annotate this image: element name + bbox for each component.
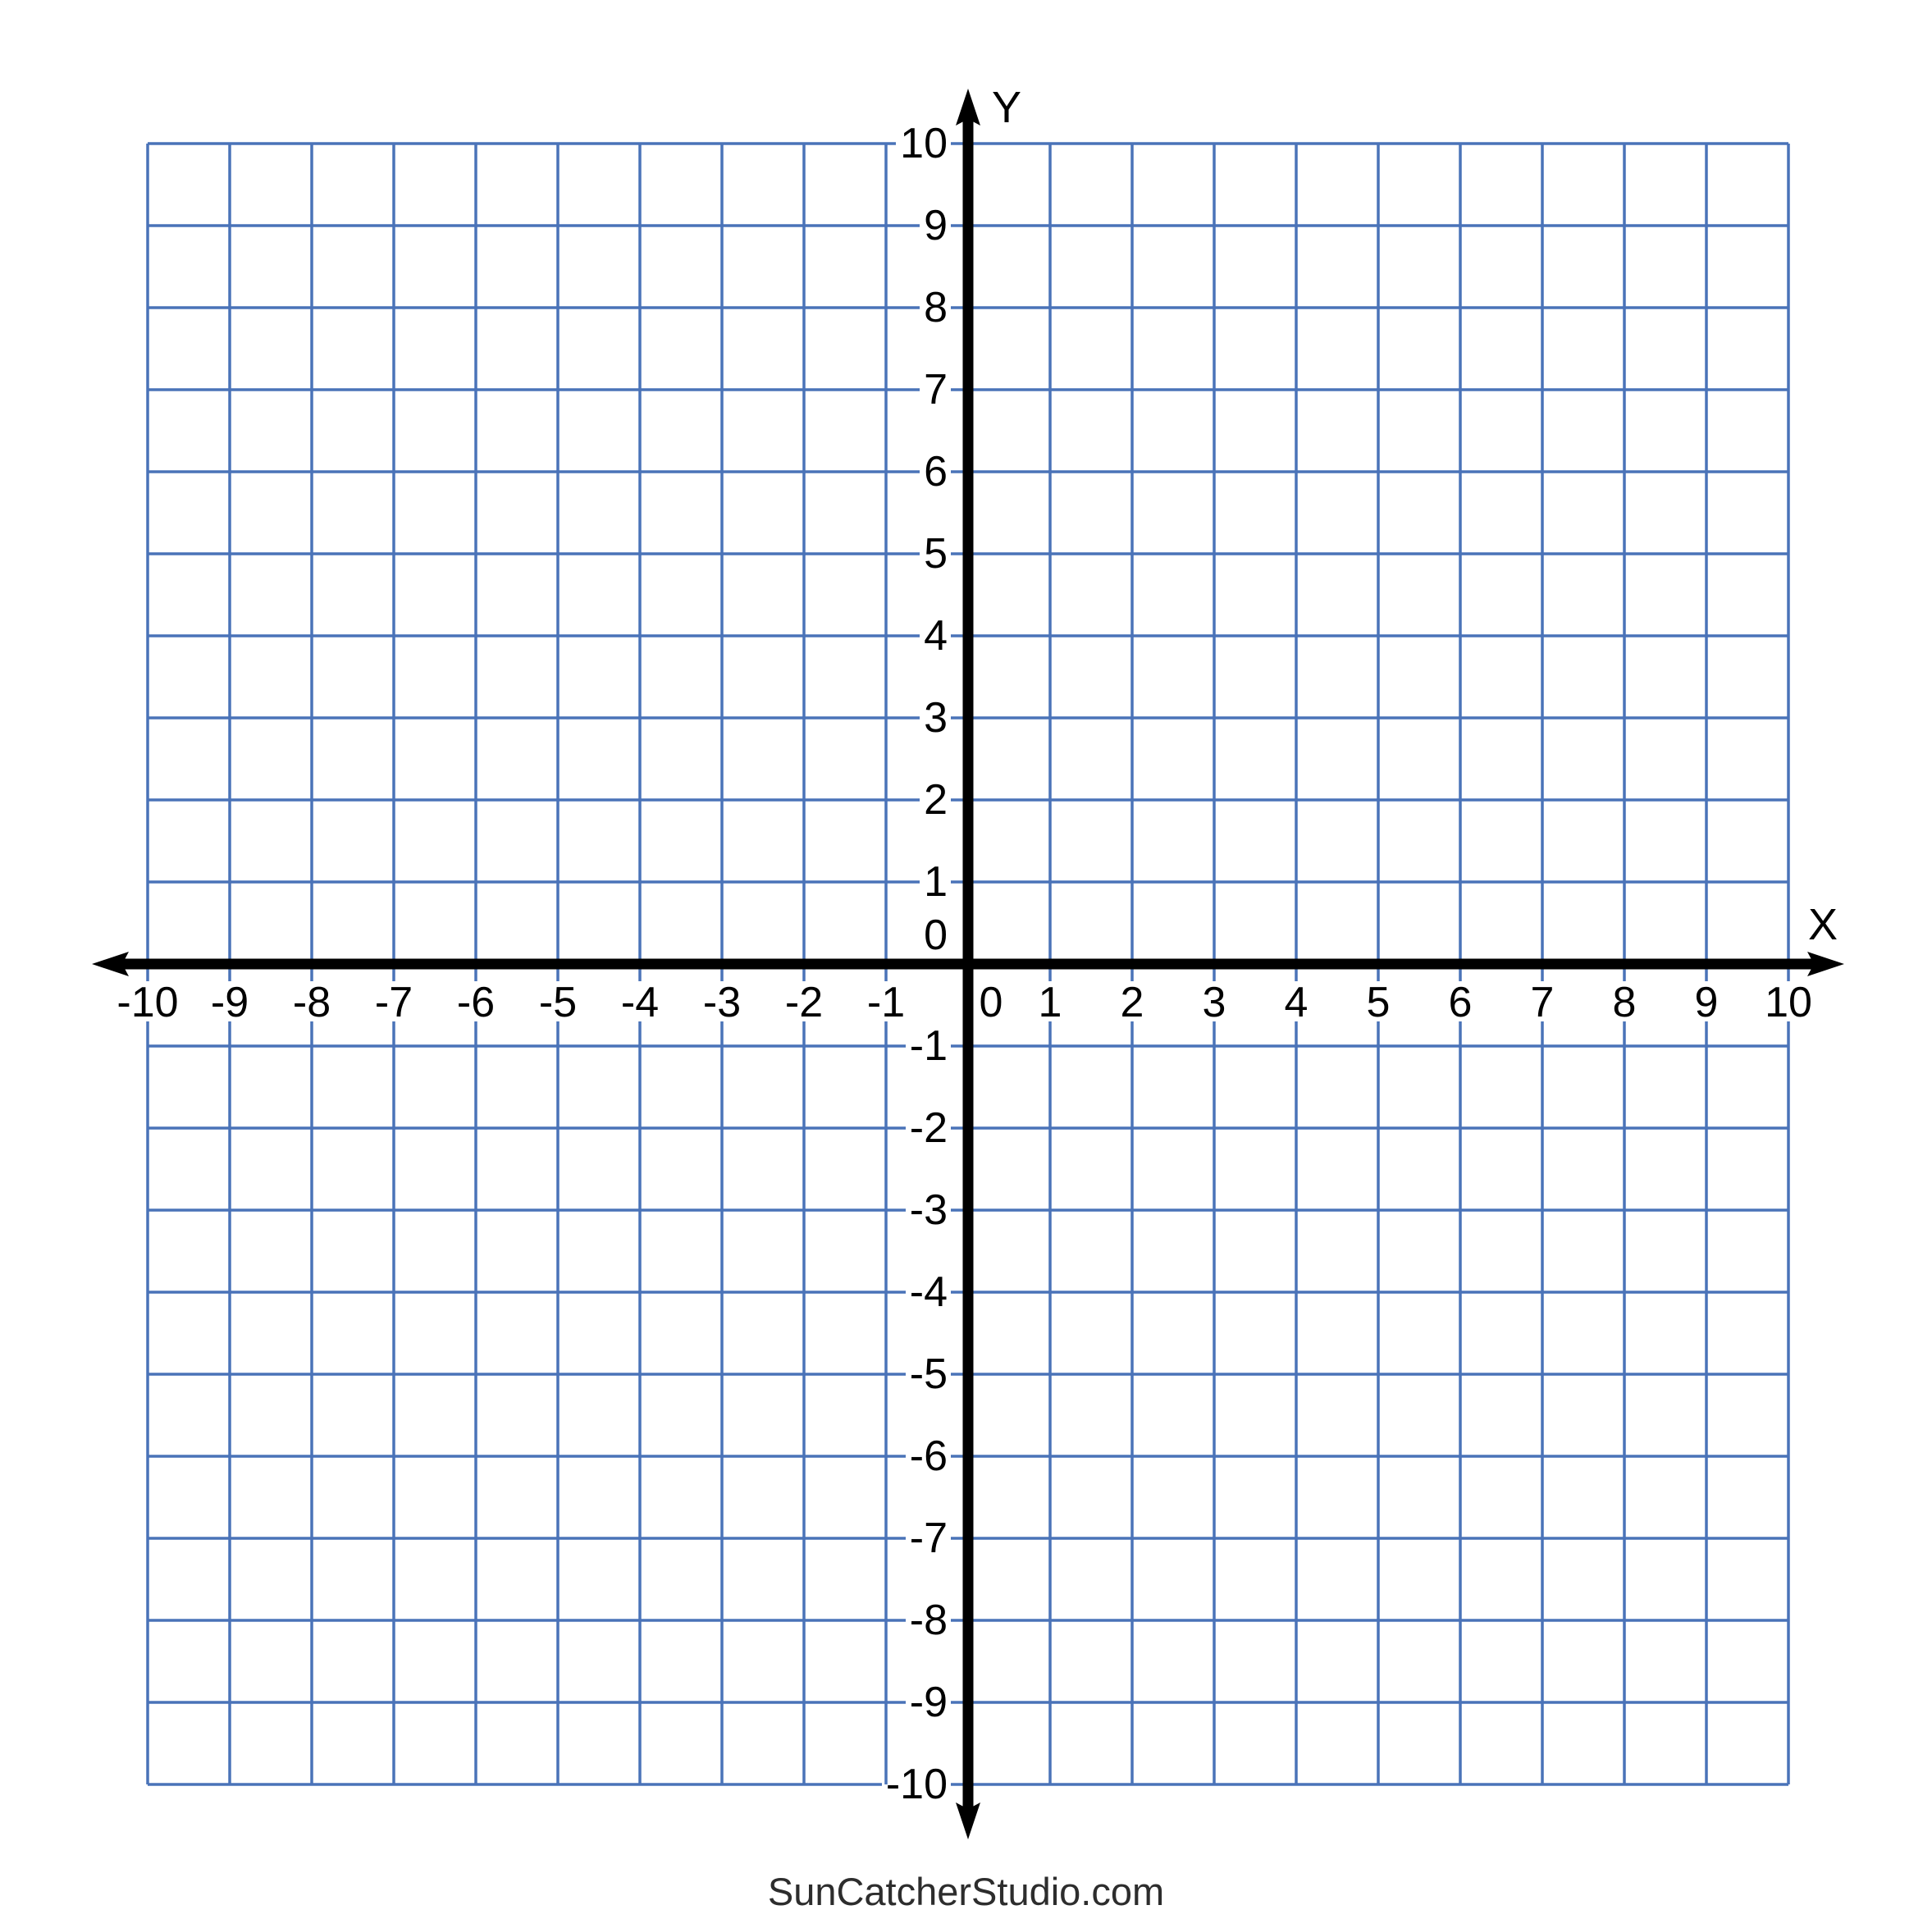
x-tick-label: 0 [979, 979, 1003, 1026]
watermark-text: SunCatcherStudio.com [767, 1870, 1165, 1913]
y-tick-label: -6 [909, 1432, 948, 1480]
x-tick-label: 5 [1366, 979, 1391, 1026]
y-tick-label: -8 [909, 1597, 948, 1644]
x-tick-label: 1 [1038, 979, 1062, 1026]
x-tick-label: 7 [1530, 979, 1555, 1026]
y-tick-label: 5 [924, 530, 948, 578]
x-tick-label: -9 [210, 979, 249, 1026]
x-axis-label: X [1807, 900, 1838, 949]
y-tick-label: -9 [909, 1679, 948, 1726]
x-tick-label: 3 [1202, 979, 1226, 1026]
x-tick-label: 4 [1284, 979, 1309, 1026]
y-tick-label: 0 [924, 911, 948, 959]
x-tick-label: -3 [702, 979, 742, 1026]
x-tick-label: 8 [1612, 979, 1637, 1026]
y-tick-label: 7 [924, 366, 948, 413]
y-tick-label: 2 [924, 776, 948, 824]
y-tick-label: 3 [924, 694, 948, 742]
x-tick-label: -7 [374, 979, 413, 1026]
x-tick-label: -1 [866, 979, 906, 1026]
y-tick-label: -1 [909, 1022, 948, 1070]
x-tick-label: -5 [538, 979, 578, 1026]
y-tick-label: -4 [909, 1268, 948, 1316]
x-tick-label: -4 [620, 979, 660, 1026]
x-tick-label: -2 [784, 979, 824, 1026]
y-tick-label: -10 [885, 1761, 948, 1808]
y-tick-label: 6 [924, 448, 948, 496]
x-tick-label: -10 [116, 979, 179, 1026]
y-tick-label: 4 [924, 612, 948, 660]
x-tick-label: -6 [456, 979, 496, 1026]
y-tick-label: 10 [900, 120, 948, 167]
y-tick-label: 8 [924, 284, 948, 331]
x-tick-label: 10 [1765, 979, 1812, 1026]
y-tick-label: 9 [924, 202, 948, 249]
y-tick-label: -2 [909, 1104, 948, 1152]
y-tick-label: -5 [909, 1350, 948, 1398]
x-tick-label: 9 [1694, 979, 1719, 1026]
x-tick-label: 2 [1120, 979, 1144, 1026]
y-tick-label: 1 [924, 858, 948, 906]
y-axis-label: Y [991, 83, 1022, 132]
y-tick-label: -3 [909, 1186, 948, 1234]
y-tick-label: -7 [909, 1515, 948, 1562]
x-tick-label: 6 [1448, 979, 1473, 1026]
x-tick-label: -8 [292, 979, 331, 1026]
